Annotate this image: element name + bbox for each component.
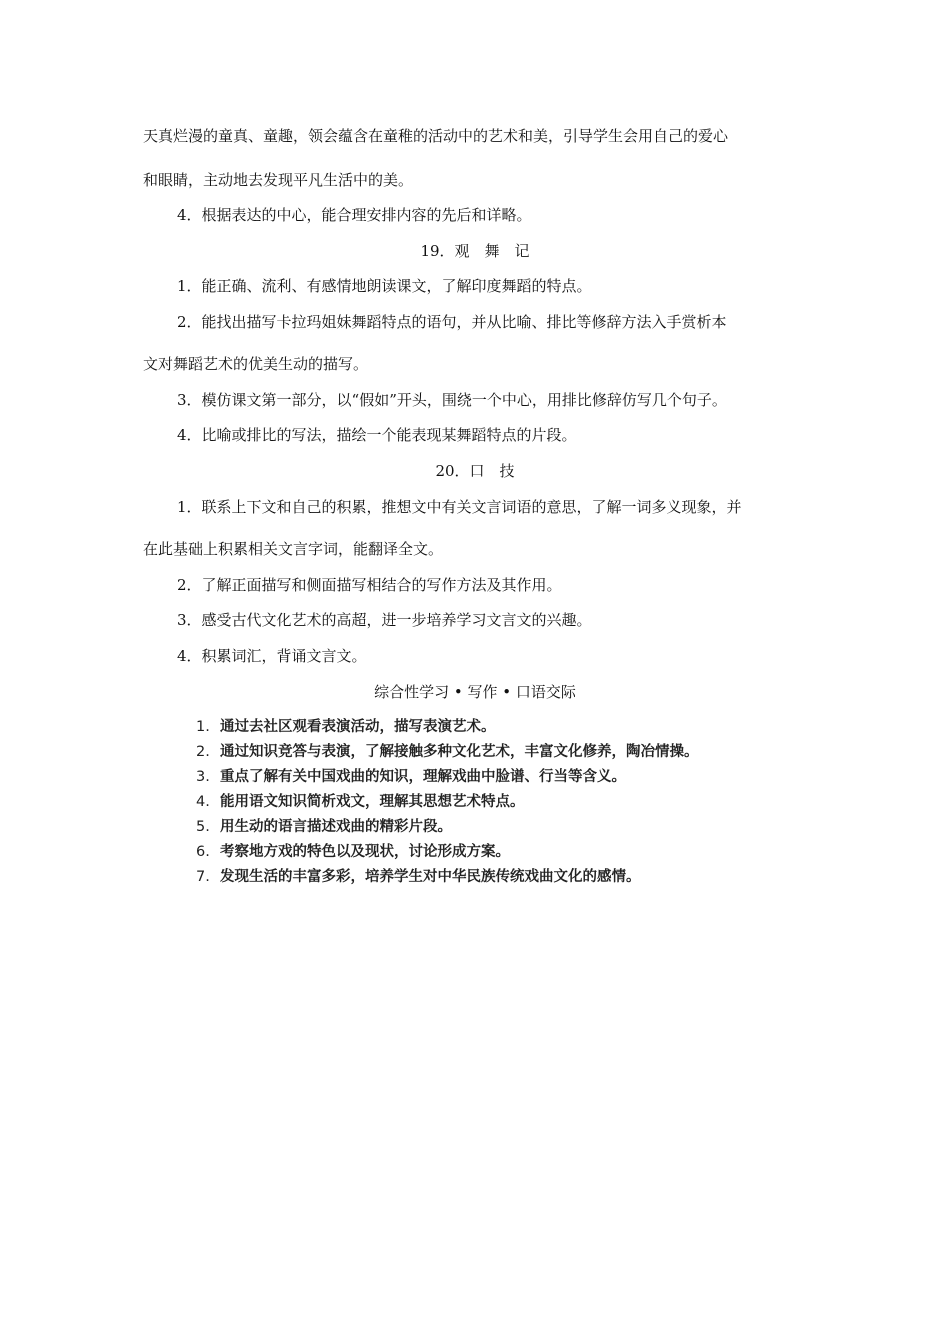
lesson-19-item: 2．能找出描写卡拉玛姐妹舞蹈特点的语句，并从比喻、排比等修辞方法入手赏析本 — [177, 313, 727, 331]
list-item — [196, 817, 699, 842]
lesson-20-item: 1．联系上下文和自己的积累，推想文中有关文言词语的意思，了解一词多义现象，并 — [177, 498, 742, 516]
lesson-20-item: 2．了解正面描写和侧面描写相结合的写作方法及其作用。 — [177, 576, 562, 594]
list-number: 1. — [196, 719, 210, 735]
list-number: 6. — [196, 844, 210, 860]
list-number: 7. — [196, 869, 210, 885]
lesson-19-item-continuation: 文对舞蹈艺术的优美生动的描写。 — [143, 355, 369, 373]
comprehensive-title: 综合性学习 • 写作 • 口语交际 — [374, 683, 576, 701]
lesson-19-item: 1．能正确、流利、有感情地朗读课文，了解印度舞蹈的特点。 — [177, 277, 592, 295]
list-item — [196, 767, 699, 792]
intro-line-1: 天真烂漫的童真、童趣，领会蕴含在童稚的活动中的艺术和美，引导学生会用自己的爱心 — [143, 127, 729, 145]
list-text: 能用语文知识简析戏文，理解其思想艺术特点。 — [220, 794, 525, 810]
list-text: 通过知识竞答与表演，了解接触多种文化艺术，丰富文化修养，陶冶情操。 — [220, 744, 699, 760]
intro-line-2: 和眼睛，主动地去发现平凡生活中的美。 — [143, 171, 414, 189]
lesson-20-title: 20．口 技 — [435, 462, 515, 480]
list-text: 重点了解有关中国戏曲的知识，理解戏曲中脸谱、行当等含义。 — [220, 769, 626, 785]
list-item — [196, 742, 699, 767]
list-item — [196, 717, 699, 742]
lesson-19-item: 4．比喻或排比的写法，描绘一个能表现某舞蹈特点的片段。 — [177, 426, 577, 444]
lesson-20-item: 4．积累词汇，背诵文言文。 — [177, 647, 367, 665]
list-number: 5. — [196, 819, 210, 835]
list-number: 3. — [196, 769, 210, 785]
lesson-19-item: 3．模仿课文第一部分，以“假如”开头，围绕一个中心，用排比修辞仿写几个句子。 — [177, 391, 727, 409]
lesson-19-title: 19．观 舞 记 — [420, 242, 530, 260]
list-item — [196, 867, 699, 892]
list-item — [196, 842, 699, 867]
list-item — [196, 792, 699, 817]
comprehensive-list — [196, 717, 699, 892]
lesson-20-item-continuation: 在此基础上积累相关文言字词，能翻译全文。 — [143, 540, 444, 558]
list-text: 用生动的语言描述戏曲的精彩片段。 — [220, 819, 452, 835]
list-text: 考察地方戏的特色以及现状，讨论形成方案。 — [220, 844, 510, 860]
lesson-20-item: 3．感受古代文化艺术的高超，进一步培养学习文言文的兴趣。 — [177, 611, 592, 629]
intro-item-4: 4．根据表达的中心，能合理安排内容的先后和详略。 — [177, 206, 532, 224]
list-text: 发现生活的丰富多彩，培养学生对中华民族传统戏曲文化的感情。 — [220, 869, 641, 885]
list-number: 4. — [196, 794, 210, 810]
list-number: 2. — [196, 744, 210, 760]
list-text: 通过去社区观看表演活动，描写表演艺术。 — [220, 719, 496, 735]
